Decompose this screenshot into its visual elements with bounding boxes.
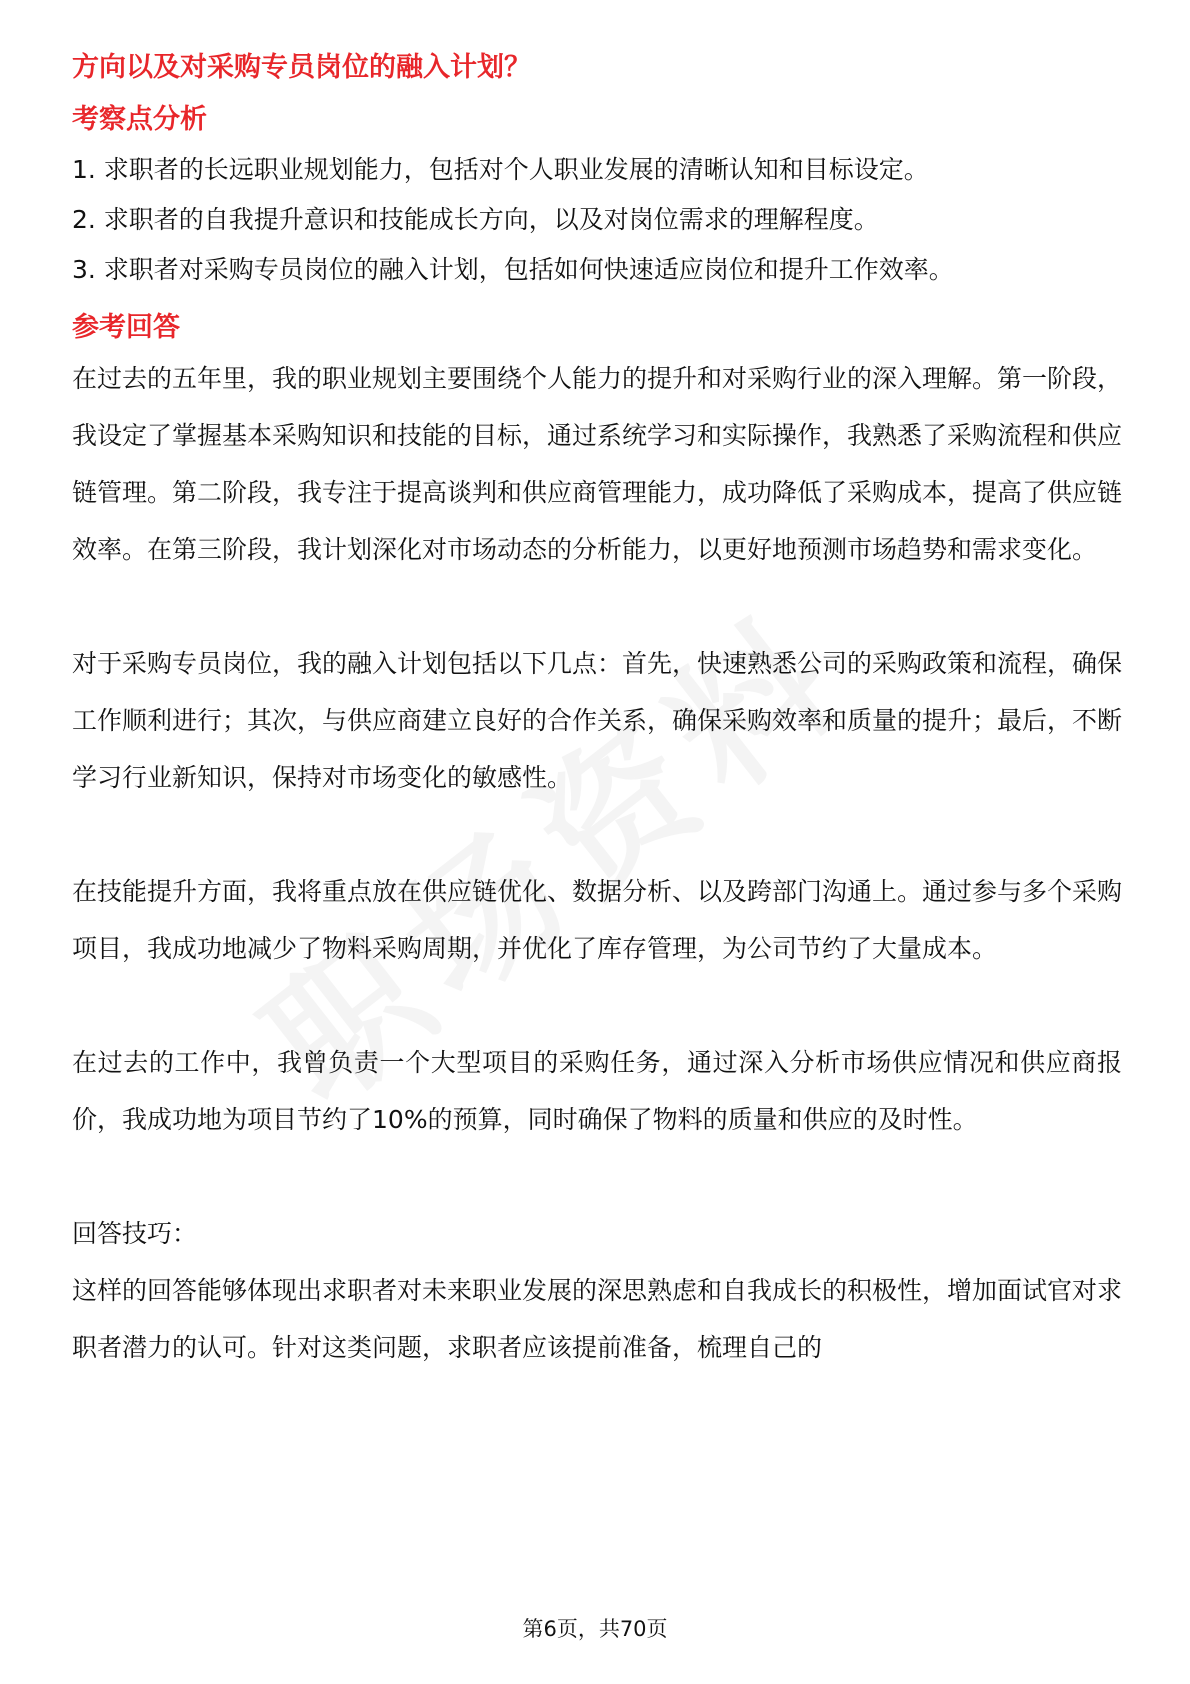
paragraph-gap [72, 578, 1122, 635]
tips-label: 回答技巧： [72, 1219, 198, 1248]
answer-paragraph-3: 在技能提升方面，我将重点放在供应链优化、数据分析、以及跨部门沟通上。通过参与多个采购项目，我成功地减少了物料采购周期，并优化了库存管理，为公司节约了大量成本。 [72, 877, 1123, 963]
analysis-item-2: 2. 求职者的自我提升意识和技能成长方向，以及对岗位需求的理解程度。 [72, 205, 879, 234]
question-title: 方向以及对采购专员岗位的融入计划？ [72, 52, 531, 83]
analysis-item-1: 1. 求职者的长远职业规划能力，包括对个人职业发展的清晰认知和目标设定。 [72, 155, 929, 184]
page-number: 第6页，共70页 [522, 1617, 668, 1641]
analysis-heading: 考察点分析 [72, 104, 207, 135]
page-content [72, 40, 1122, 1376]
paragraph-gap [72, 806, 1122, 863]
answer-heading: 参考回答 [72, 312, 180, 343]
answer-paragraph-1: 在过去的五年里，我的职业规划主要围绕个人能力的提升和对采购行业的深入理解。第一阶段，我设定了掌握基本采购知识和技能的目标，通过系统学习和实际操作，我熟悉了采购流程和供应链管理。第二阶段，我专注于提高谈判和供应商管理能力，成功降低了采购成本，提高了供应链效率。在第三阶段，我计划深化对市场动态的分析能力，以更好地预测市场趋势和需求变化。 [72, 364, 1123, 564]
answer-paragraph-4: 在过去的工作中，我曾负责一个大型项目的采购任务，通过深入分析市场供应情况和供应商报价，我成功地为项目节约了10%的预算，同时确保了物料的质量和供应的及时性。 [72, 1048, 1122, 1134]
analysis-item-3: 3. 求职者对采购专员岗位的融入计划，包括如何快速适应岗位和提升工作效率。 [72, 255, 954, 284]
tips-text: 这样的回答能够体现出求职者对未来职业发展的深思熟虑和自我成长的积极性，增加面试官对求职者潜力的认可。针对这类问题，求职者应该提前准备，梳理自己的 [72, 1276, 1123, 1362]
answer-paragraph-2: 对于采购专员岗位，我的融入计划包括以下几点：首先，快速熟悉公司的采购政策和流程，确保工作顺利进行；其次，与供应商建立良好的合作关系，确保采购效率和质量的提升；最后，不断学习行业新知识，保持对市场变化的敏感性。 [72, 649, 1123, 792]
paragraph-gap [72, 977, 1122, 1034]
paragraph-gap [72, 1148, 1122, 1205]
